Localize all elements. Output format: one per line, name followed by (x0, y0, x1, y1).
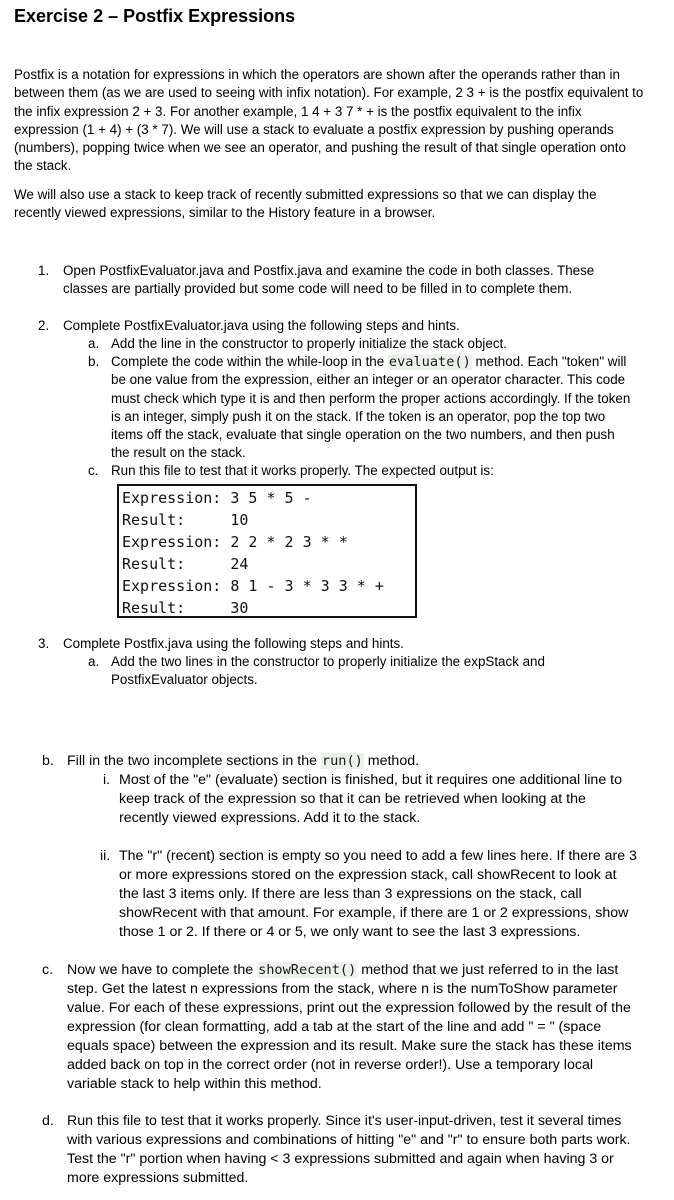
step-3a-letter: a. (88, 654, 100, 669)
step-1-number: 1. (38, 263, 50, 278)
step-3b-ii-text: The "r" (recent) section is empty so you need to add a few lines here. If there are 3 or more expressions stored on the expression stack, call showRecent to look at the last 3 items only. If there are less than 3 expressions on the stack, call showRecent with that amount. For example, if there are 1 or 2 expressions, show those 1 or 2. If there or 4 or 5, we only want to see the last 3 expressions. (119, 848, 637, 940)
step-3d-letter: d. (42, 1113, 54, 1129)
step-2a-letter: a. (88, 336, 100, 351)
output-line: Result: 10 (122, 511, 249, 529)
step-3b-i-text: Most of the "e" (evaluate) section is finished, but it requires one additional line to keep track of the expression so that it can be retrieved when looking at the recently viewed expressions. Add it to the stack. (119, 772, 622, 826)
step-3b-i-numeral: i. (103, 772, 111, 788)
step-2b-pre: Complete the code within the while-loop in the (111, 354, 388, 369)
step-2b-text (111, 353, 631, 463)
intro-paragraph-1: Postfix is a notation for expressions in which the operators are shown after the operands rather than in between them (as we are used to seeing with infix notation). For example, 2 3 + is the postfix equivalent to the infix expression 2 + 3. For another example, 1 4 + 3 7 * + is the postfix equivalent to the infix expression (1 + 4) + (3 * 7). We will use a stack to evaluate a postfix expression by pushing operands (numbers), popping twice when we see an operator, and pushing the result of that single operation onto the stack. (14, 67, 644, 174)
step-2a-text: Add the line in the constructor to properly initialize the stack object. (111, 336, 507, 351)
output-line: Expression: 3 5 * 5 - (122, 489, 312, 507)
step-2b-post: method. Each "token" will be one value from the expression, either an integer or an operator character. This code must check which type it is and then perform the proper actions accordingly. If the token is an integer, simply push it on the stack. If the token is an operator, pop the top two items off the stack, evaluate that single operation on the two numbers, and then push the result on the stack. (111, 354, 631, 461)
page-title: Exercise 2 – Postfix Expressions (14, 6, 296, 26)
showrecent-method-code: showRecent() (258, 962, 357, 978)
expected-output-box (117, 484, 417, 618)
step-2c-letter: c. (88, 463, 99, 478)
step-2c-text: Run this file to test that it works properly. The expected output is: (111, 463, 494, 478)
output-line: Result: 24 (122, 555, 249, 573)
step-2-number: 2. (38, 318, 50, 333)
step-3-text: Complete Postfix.java using the following steps and hints. (63, 636, 404, 651)
evaluate-method-code: evaluate() (388, 354, 471, 370)
output-line: Expression: 2 2 * 2 3 * * (122, 533, 348, 551)
intro-paragraph-2: We will also use a stack to keep track of recently submitted expressions so that we can display the recently viewed expressions, similar to the History feature in a browser. (14, 187, 597, 221)
step-2-text: Complete PostfixEvaluator.java using the following steps and hints. (63, 318, 460, 333)
step-3c-letter: c. (42, 962, 54, 978)
step-3b-letter: b. (42, 753, 54, 769)
step-3c-pre: Now we have to complete the (67, 962, 258, 978)
step-3d-text: Run this file to test that it works properly. Since it's user-input-driven, test it several times with various expressions and combinations of hitting "e" and "r" to ensure both parts work. Test the "r" portion when having < 3 expressions submitted and again when having 3 or more expressions submitted. (67, 1113, 631, 1186)
step-3b-text (67, 752, 637, 771)
output-line: Result: 30 (122, 599, 249, 617)
step-3b-pre: Fill in the two incomplete sections in the (67, 753, 321, 769)
step-3b-ii-numeral: ii. (100, 848, 111, 864)
step-3a-text: Add the two lines in the constructor to properly initialize the expStack and PostfixEvaluator objects. (111, 654, 545, 688)
output-line: Expression: 8 1 - 3 * 3 3 * + (122, 577, 384, 595)
run-method-code: run() (321, 753, 363, 769)
step-3c-text (67, 961, 637, 1094)
step-2b-letter: b. (88, 354, 100, 369)
step-3c-post: method that we just referred to in the last step. Get the latest n expressions from the stack, where n is the numToShow parameter value. For each of these expressions, print out the expression followed by the result of the expression (for clean formatting, add a tab at the start of the line and add " = " (space equals space) between the expression and its result. Make sure the stack has these items added back on top in the correct order (not in reverse order!). Use a temporary local variable stack to help within this method. (67, 962, 632, 1092)
step-3b-post: method. (363, 753, 420, 769)
step-1-text: Open PostfixEvaluator.java and Postfix.java and examine the code in both classes. These classes are partially provided but some code will need to be filled in to complete them. (63, 263, 595, 297)
step-3-number: 3. (38, 636, 50, 651)
